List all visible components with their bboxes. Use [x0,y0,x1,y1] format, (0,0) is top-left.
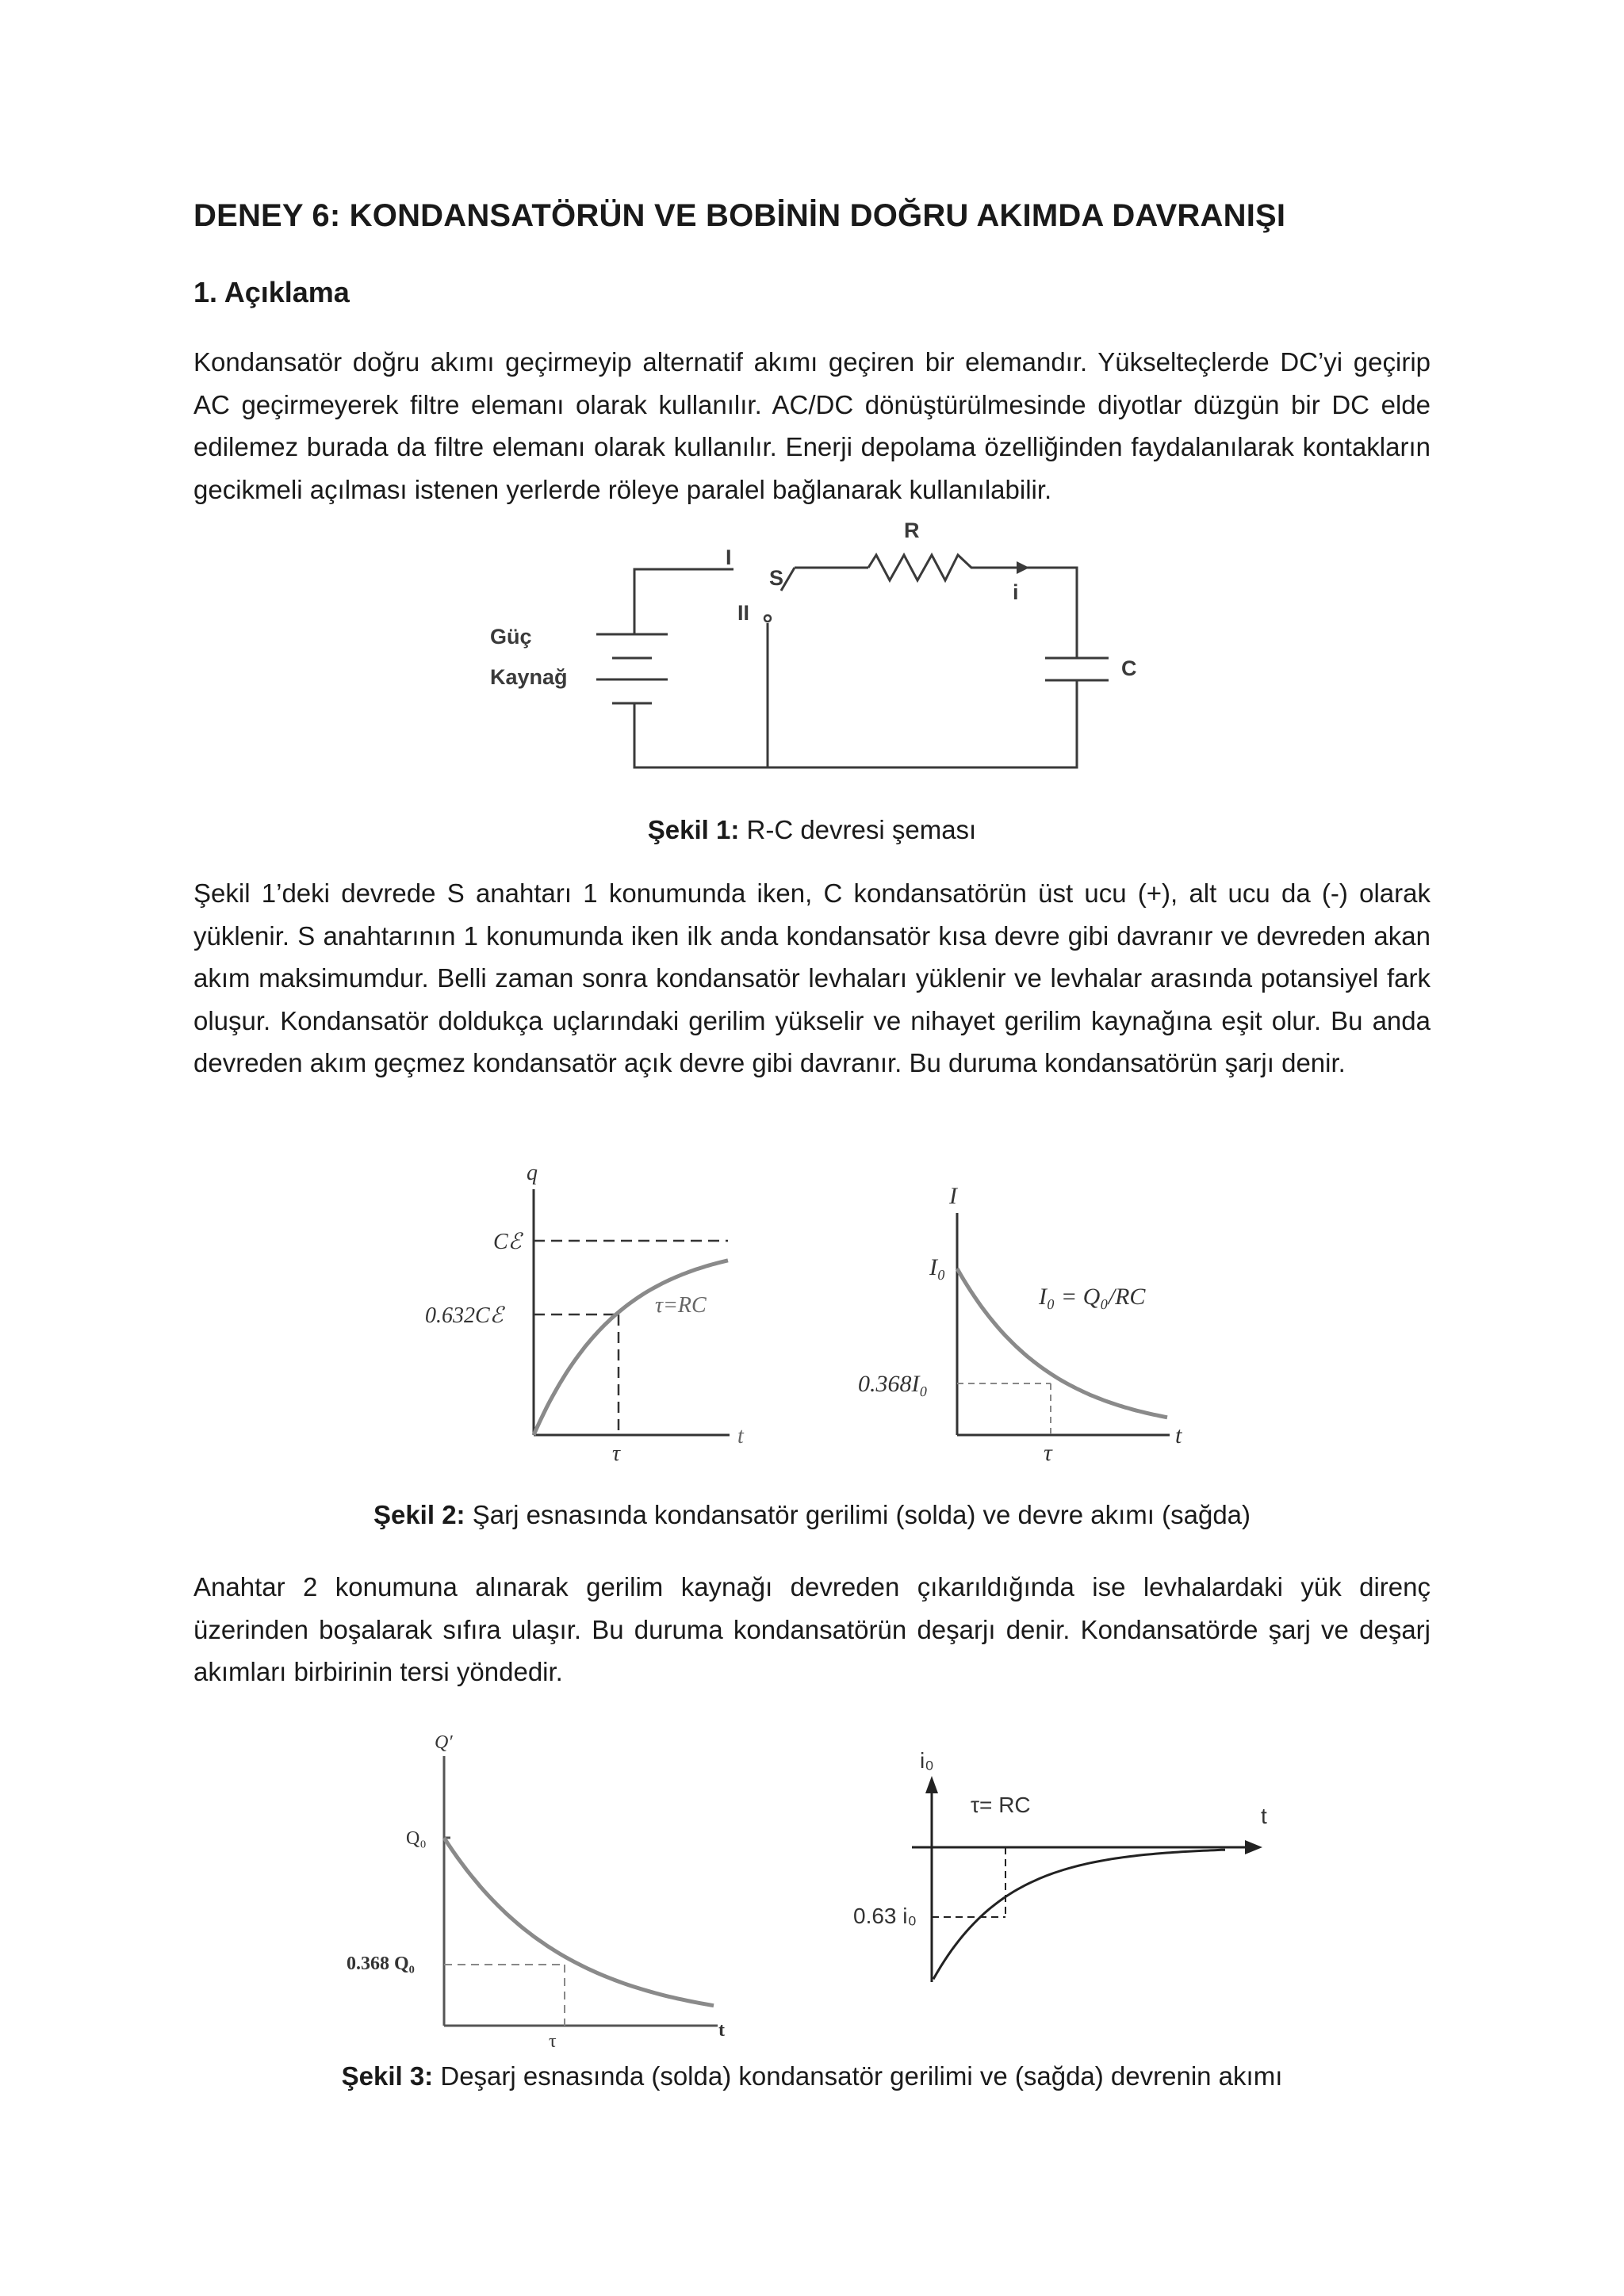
label-tau: τ [549,2031,557,2052]
figure-2-left-chart [412,1158,825,1467]
label-q-prime: Q′ [435,1732,453,1753]
discharge-curve [444,1838,714,2006]
label-q0368: 0.368 Q₀ [347,1954,415,1974]
label-io: i₀ [920,1748,934,1773]
figure-1-caption [0,815,1624,845]
section-heading: 1. Açıklama [193,276,350,308]
paragraph-charge: Şekil 1’deki devrede S anahtarı 1 konumunda iken, C kondansatörün üst ucu (+), alt ucu da (-) olarak yüklenir. S anahtarının 1 konumunda iken ilk anda kondansatör kısa devre gibi davranır ve devreden akan akım maksimumdur. Belli zaman sonra kondansatör levhaları yüklenir ve levhalar arasında potansiyel fark oluşur. Kondansatör doldukça uçlarındaki gerilim yükselir ve nihayet gerilim kaynağına eşit olur. Bu anda devreden akım geçmez kondansatör açık devre gibi davranır. Bu duruma kondansatörün şarjı denir. [193,878,1431,1077]
figure-1-caption-text: R-C devresi şeması [739,815,977,844]
figure-3-left-chart [333,1720,745,2053]
label-tau-rc: τ=RC [655,1293,707,1318]
label-i0-eq: I₀ = Q₀/RC [1039,1284,1146,1310]
label-R: R [904,519,920,542]
label-source-2: Kaynağ [490,665,568,689]
figure-2-caption-label: Şekil 2: [373,1500,465,1529]
discharge-current-curve [933,1850,1225,1979]
label-S: S [769,566,784,590]
figure-1-caption-label: Şekil 1: [647,815,740,844]
charge-curve [534,1261,728,1435]
label-q: q [527,1161,538,1185]
label-t: t [737,1424,744,1448]
label-t: t [1175,1422,1182,1448]
label-i: i [1013,580,1019,604]
label-II: II [737,601,750,625]
figure-3-caption-text: Deşarj esnasında (solda) kondansatör gerilimi ve (sağda) devrenin akımı [433,2061,1283,2091]
figure-3-caption [0,2061,1624,2091]
label-I: I [726,545,732,569]
label-I: I [949,1183,957,1209]
figure-2-caption-text: Şarj esnasında kondansatör gerilimi (solda) ve devre akımı (sağda) [465,1500,1251,1529]
label-tau-rc: τ= RC [971,1793,1031,1817]
label-source-1: Güç [490,625,532,649]
label-io063: 0.63 i₀ [853,1904,917,1928]
figure-2-right-chart [841,1165,1205,1467]
paragraph-discharge: Anahtar 2 konumuna alınarak gerilim kaynağı devreden çıkarıldığında ise levhalardaki yük direnç üzerinden boşalarak sıfıra ulaşır. Bu duruma kondansatörün deşarjı denir. Kondansatörde şarj ve deşarj akımları birbirinin tersi yöndedir. [193,1572,1431,1686]
figure-2-caption [0,1500,1624,1530]
label-tau: τ [1044,1440,1052,1466]
paragraph-intro: Kondansatör doğru akımı geçirmeyip alternatif akımı geçiren bir elemandır. Yükselteçlerde DC’yi geçirip AC geçirmeyerek filtre elemanı olarak kullanılır. AC/DC dönüştürülmesinde diyotlar düzgün bir DC elde edilemez burada da filtre elemanı olarak kullanılır. Enerji depolama özelliğinden faydalanılarak kontakların gecikmeli açılması istenen yerlerde röleye paralel bağlanarak kullanılabilir. [193,347,1431,504]
figure-1-circuit [476,519,1158,789]
label-t: t [1261,1804,1267,1828]
label-i0368: 0.368I₀ [858,1371,928,1397]
label-i0: I₀ [929,1254,946,1280]
label-tau: τ [612,1441,621,1466]
page-title: DENEY 6: KONDANSATÖRÜN VE BOBİNİN DOĞRU AKIMDA DAVRANIŞI [193,198,1286,233]
label-t: t [718,2020,725,2041]
label-C: C [1121,656,1137,680]
label-ce632: 0.632Cℰ [425,1303,504,1328]
label-q0: Q₀ [406,1828,427,1849]
figure-3-right-chart [841,1728,1285,2014]
label-ce: Cℰ [493,1230,522,1254]
figure-3-caption-label: Şekil 3: [341,2061,434,2091]
